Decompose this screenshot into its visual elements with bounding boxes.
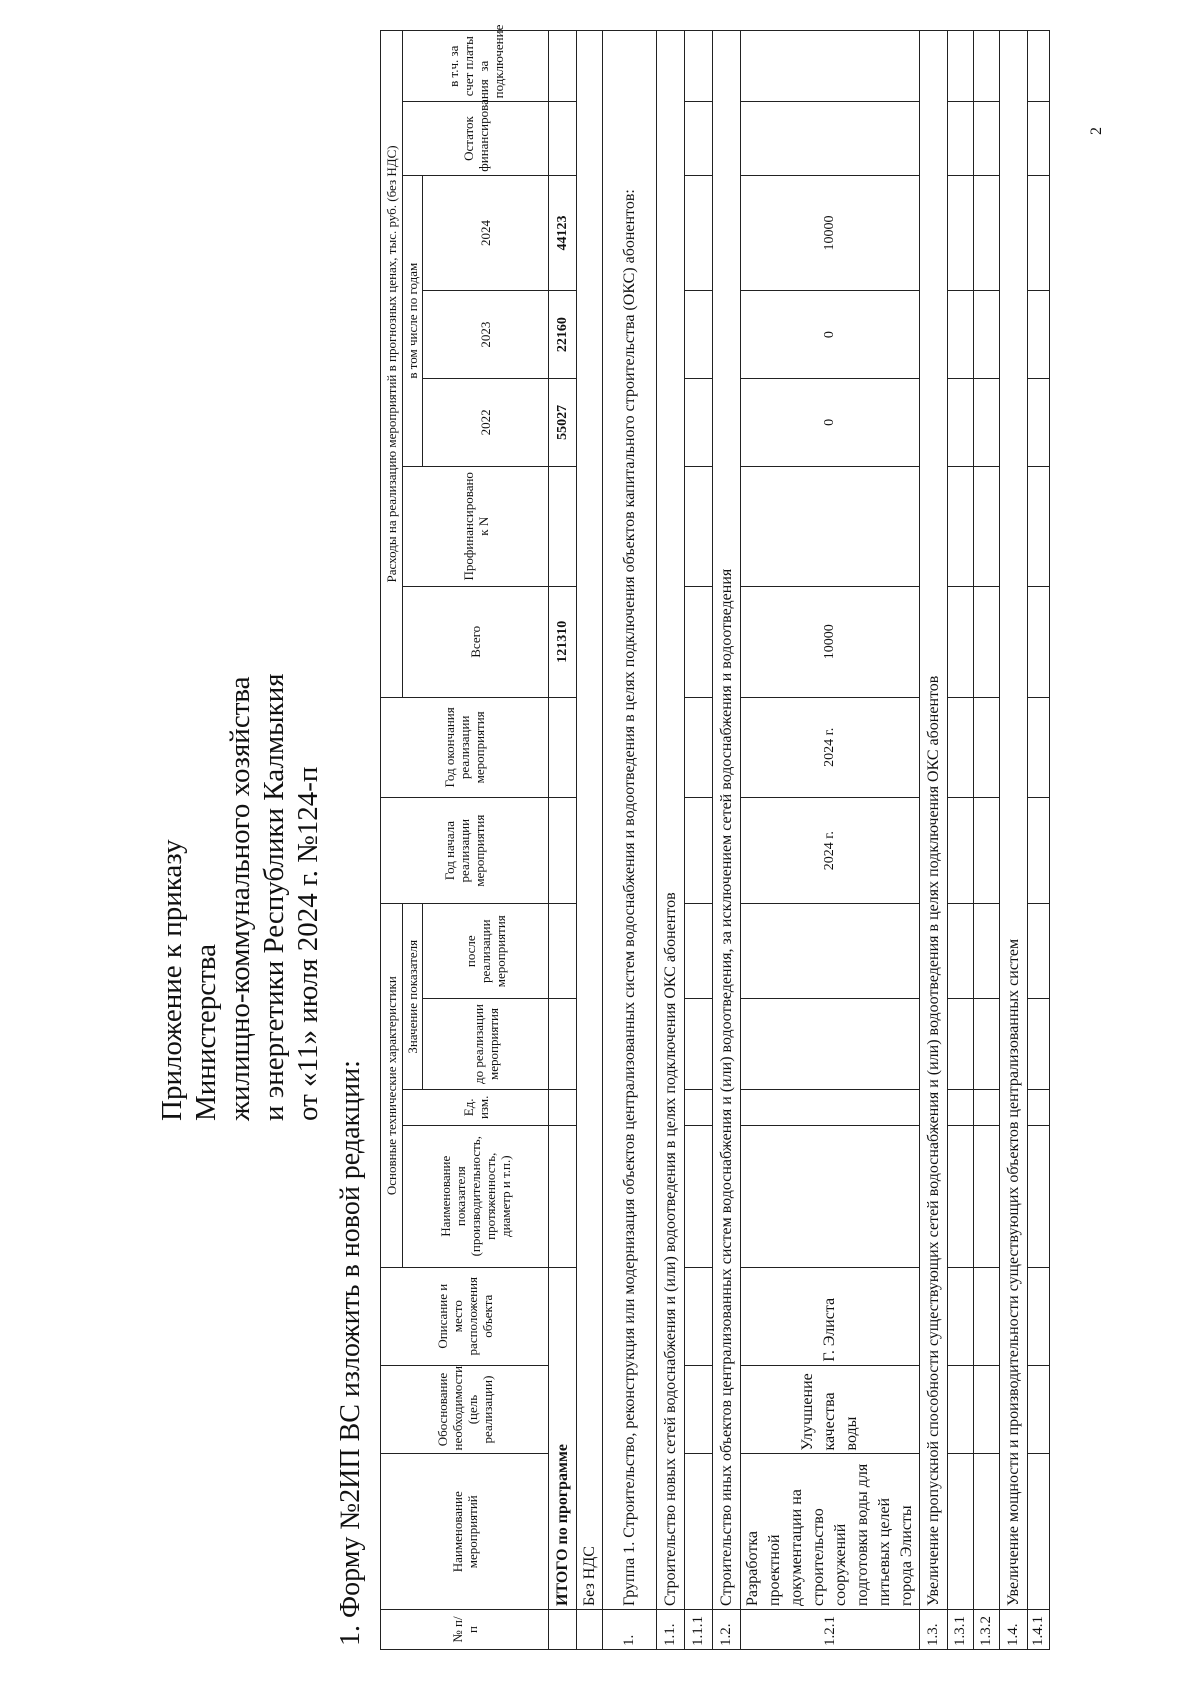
table-row [685,31,713,1650]
total-cost: 10000 [741,586,920,697]
header-2022: 2022 [423,379,549,467]
row-number: 1. [603,1610,657,1650]
header-after: после реализации мероприятия [423,904,549,998]
row-number: 1.4.1 [1028,1610,1050,1650]
measure-justification: Улучшение качества воды [741,1365,920,1454]
appendix-line: жилищно-коммунального хозяйства [224,676,256,1121]
total-label: ИТОГО по программе [549,1267,577,1609]
header-justification: Обоснование необходимости (цель реализации) [381,1365,549,1454]
row-number: 1.2.1 [741,1610,920,1650]
table-row [1028,31,1050,1650]
row-number: 1.1. [657,1610,685,1650]
header-unit: Ед. изм. [403,1090,549,1126]
no-vat-label: Без НДС [577,31,603,1610]
header-by-years: в том числе по годам [403,175,423,466]
appendix-line: и энергетики Республики Калмыкия [258,673,290,1121]
row-number: 1.1.1 [685,1610,713,1650]
header-2024: 2024 [423,175,549,291]
section-title: Увеличение пропускной способности существующих сетей водоснабжения и (или) водоотведения в целях подключения ОКС абонентов [920,31,948,1610]
measure-name: Разработка проектной документации на строительство сооружений подготовки воды для питьевых целей города Элисты [741,1454,920,1610]
row-number: 1.2. [713,1610,741,1650]
table-row [1000,31,1028,1650]
header-end-year: Год окончания реализации мероприятия [381,697,549,797]
page-number: 2 [1088,127,1105,135]
header-prefinanced: Профинансировано к N [403,466,549,586]
table-row [974,31,1000,1650]
total-2024: 44123 [549,175,577,291]
appendix-line: от «11» июля 2024 г. №124-п [292,766,324,1121]
header-values-group: Значение показателя [403,904,423,1090]
appendix-block [155,673,325,1121]
section-title: Строительство новых сетей водоснабжения и (или) водоотведения в целях подключения ОКС абонентов [657,31,685,1610]
total-2023: 22160 [549,291,577,379]
form-heading: 1. Форму №2ИП ВС изложить в новой редакции: [335,1060,366,1646]
header-description: Описание и место расположения объекта [381,1267,549,1365]
row-number: 1.3. [920,1610,948,1650]
section-title: Увеличение мощности и производительности существующих объектов централизованных систем [1000,31,1028,1610]
header-connection-fee: в т.ч. за счет платы за подключение [403,31,549,102]
table-row [741,31,920,1650]
header-before: до реализации мероприятия [423,998,549,1089]
total-sum: 121310 [549,586,577,697]
header-num: № п/п [381,1610,549,1650]
table-row [549,31,577,1650]
table-row [577,31,603,1650]
section-title: Строительство иных объектов централизованных систем водоснабжения и (или) водоотведения, за исключением сетей водоснабжения и водоотведения [713,31,741,1610]
row-number: 1.3.1 [948,1610,974,1650]
cost-2024: 10000 [741,175,920,291]
investment-program-table [380,24,1050,1650]
header-total: Всего [403,586,549,697]
header-indicator-name: Наименование показателя (производительность, протяженность, диаметр и т.п.) [403,1125,549,1267]
row-number: 1.3.2 [974,1610,1000,1650]
end-year: 2024 г. [741,697,920,797]
header-name: Наименование мероприятий [381,1454,549,1610]
appendix-line: Приложение к приказу [156,839,188,1121]
table-row [713,31,741,1650]
group-title: Группа 1. Строительство, реконструкция или модернизация объектов централизованных систем водоснабжения и водоотведения в целях подключения объектов капитального строительства (ОКС) абонентов: [603,31,657,1610]
header-2023: 2023 [423,291,549,379]
header-remainder: Остаток финансирования [403,102,549,175]
appendix-line: Министерства [190,944,222,1121]
header-start-year: Год начала реализации мероприятия [381,797,549,904]
start-year: 2024 г. [741,797,920,904]
table-row [920,31,948,1650]
measure-description: Г. Элиста [741,1267,920,1365]
table-row [948,31,974,1650]
header-tech-group: Основные технические характеристики [381,904,403,1267]
cost-2022: 0 [741,379,920,467]
header-expenses-group: Расходы на реализацию мероприятий в прогнозных ценах, тыс. руб. (без НДС) [381,31,403,698]
row-number: 1.4. [1000,1610,1028,1650]
cost-2023: 0 [741,291,920,379]
table-row [657,31,685,1650]
table-row [603,31,657,1650]
total-2022: 55027 [549,379,577,467]
